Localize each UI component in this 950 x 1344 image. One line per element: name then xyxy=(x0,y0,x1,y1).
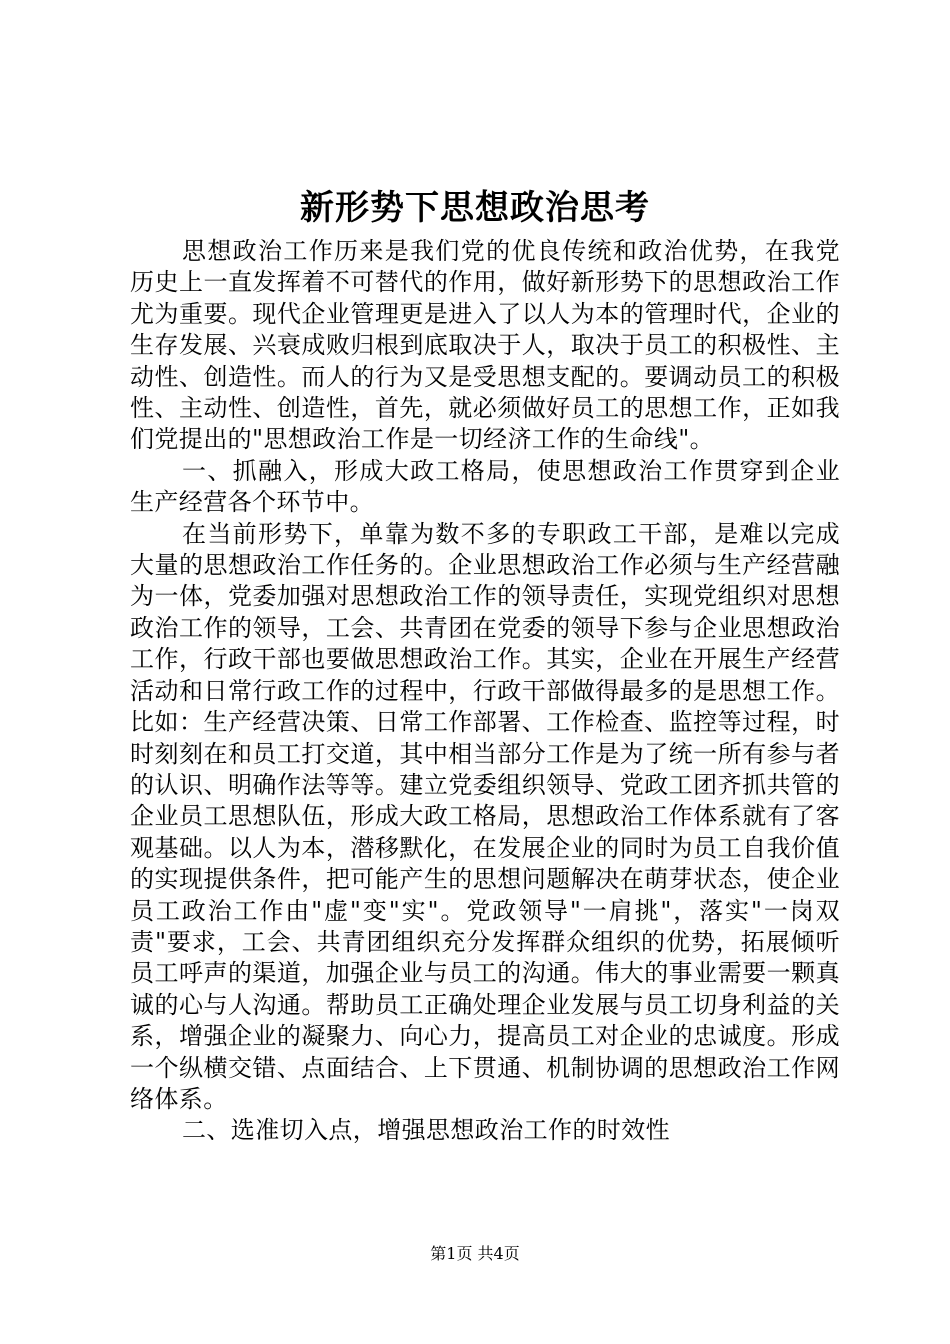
document-body xyxy=(130,236,840,1147)
paragraph-section-1: 在当前形势下，单靠为数不多的专职政工干部，是难以完成大量的思想政治工作任务的。企业思想政治工作必须与生产经营融为一体，党委加强对思想政治工作的领导责任，实现党组织对思想政治工作的领导，工会、共青团在党委的领导下参与企业思想政治工作，行政干部也要做思想政治工作。其实，企业在开展生产经营活动和日常行政工作的过程中，行政干部做得最多的是思想工作。比如：生产经营决策、日常工作部署、工作检查、监控等过程，时时刻刻在和员工打交道，其中相当部分工作是为了统一所有参与者的认识、明确作法等等。建立党委组织领导、党政工团齐抓共管的企业员工思想队伍，形成大政工格局，思想政治工作体系就有了客观基础。以人为本，潜移默化，在发展企业的同时为员工自我价值的实现提供条件，把可能产生的思想问题解决在萌芽状态，使企业员工政治工作由"虚"变"实"。党政领导"一肩挑"，落实"一岗双责"要求，工会、共青团组织充分发挥群众组织的优势，拓展倾听员工呼声的渠道，加强企业与员工的沟通。伟大的事业需要一颗真诚的心与人沟通。帮助员工正确处理企业发展与员工切身利益的关系，增强企业的凝聚力、向心力，提高员工对企业的忠诚度。形成一个纵横交错、点面结合、上下贯通、机制协调的思想政治工作网络体系。 xyxy=(130,519,840,1113)
page-number-footer: 第1页 共4页 xyxy=(430,1244,520,1263)
document-title: 新形势下思想政治思考 xyxy=(300,188,650,228)
section-heading-2: 二、选准切入点，增强思想政治工作的时效性 xyxy=(182,1116,670,1145)
section-heading-1: 一、抓融入，形成大政工格局，使思想政治工作贯穿到企业生产经营各个环节中。 xyxy=(130,456,840,517)
paragraph-intro: 思想政治工作历来是我们党的优良传统和政治优势，在我党历史上一直发挥着不可替代的作用，做好新形势下的思想政治工作尤为重要。现代企业管理更是进入了以人为本的管理时代，企业的生存发展、兴衰成败归根到底取决于人，取决于员工的积极性、主动性、创造性。而人的行为又是受思想支配的。要调动员工的积极性、主动性、创造性，首先，就必须做好员工的思想工作，正如我们党提出的"思想政治工作是一切经济工作的生命线"。 xyxy=(130,237,840,454)
